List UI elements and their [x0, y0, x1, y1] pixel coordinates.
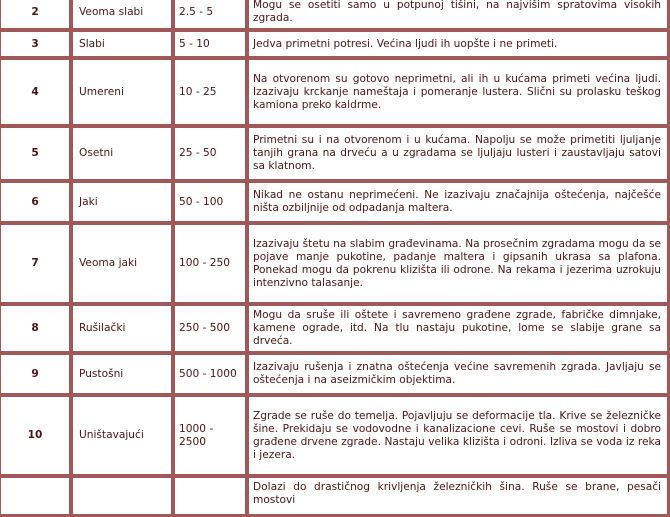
- grade-cell: 9: [0, 354, 70, 394]
- description-cell: Izazivaju rušenja i znatna oštećenja većine savremenih zgrada. Javljaju se oštećenja i na aseizmičkim objektima.: [248, 354, 668, 394]
- name-cell: Slabi: [72, 31, 172, 57]
- name-cell: [72, 477, 172, 515]
- range-cell: 25 - 50: [174, 127, 246, 180]
- description-cell: Jedva primetni potresi. Većina ljudi ih uopšte i ne primeti.: [248, 31, 668, 57]
- name-cell: Umereni: [72, 59, 172, 125]
- description-cell: Mogu da sruše ili oštete i savremeno građene zgrade, fabričke dimnjake, kamene ograde, itd. Na tlu nastaju pukotine, lome se slabije grane sa drveća.: [248, 305, 668, 352]
- name-cell: Pustošni: [72, 354, 172, 394]
- range-cell: 5 - 10: [174, 31, 246, 57]
- table-row: [0, 182, 668, 222]
- description-cell: Mogu se osetiti samo u potpunoj tišini, na najvišim spratovima visokih zgrada.: [248, 0, 668, 29]
- range-cell: 2.5 - 5: [174, 0, 246, 29]
- table-row: [0, 354, 668, 394]
- range-cell: 1000 - 2500: [174, 396, 246, 475]
- name-cell: Veoma jaki: [72, 224, 172, 303]
- table-row: [0, 59, 668, 125]
- grade-cell: [0, 477, 70, 515]
- range-cell: 500 - 1000: [174, 354, 246, 394]
- range-cell: 10 - 25: [174, 59, 246, 125]
- name-cell: Veoma slabi: [72, 0, 172, 29]
- grade-cell: 5: [0, 127, 70, 180]
- table-row: [0, 31, 668, 57]
- table-row: [0, 396, 668, 475]
- table-row: [0, 0, 668, 29]
- table-row: [0, 477, 668, 515]
- name-cell: Jaki: [72, 182, 172, 222]
- table-row: [0, 305, 668, 352]
- table-row: [0, 127, 668, 180]
- description-cell: Primetni su i na otvorenom i u kućama. Napolju se može primetiti ljuljanje tanjih grana na drveću a u zgradama se ljuljaju lusteri i zaustavljaju satovi sa klatnom.: [248, 127, 668, 180]
- range-cell: 100 - 250: [174, 224, 246, 303]
- name-cell: Rušilački: [72, 305, 172, 352]
- range-cell: 50 - 100: [174, 182, 246, 222]
- description-cell: Izazivaju štetu na slabim građevinama. Na prosečnim zgradama mogu da se pojave manje pukotine, padanje maltera i gipsanih ukrasa sa plafona. Ponekad mogu da pokrenu klizišta ili odrone. Na rekama i jezerima uzrokuju intenzivno talasanje.: [248, 224, 668, 303]
- grade-cell: 6: [0, 182, 70, 222]
- description-cell: Na otvorenom su gotovo neprimetni, ali ih u kućama primeti većina ljudi. Izazivaju krckanje nameštaja i pomeranje lustera. Slični su prolasku teškog kamiona preko kaldrme.: [248, 59, 668, 125]
- grade-cell: 4: [0, 59, 70, 125]
- range-cell: [174, 477, 246, 515]
- grade-cell: 7: [0, 224, 70, 303]
- description-cell: Dolazi do drastičnog krivljenja železničkih šina. Ruše se brane, pesači mostovi: [248, 477, 668, 515]
- name-cell: Osetni: [72, 127, 172, 180]
- range-cell: 250 - 500: [174, 305, 246, 352]
- grade-cell: 8: [0, 305, 70, 352]
- name-cell: Uništavajući: [72, 396, 172, 475]
- table-row: [0, 224, 668, 303]
- grade-cell: 3: [0, 31, 70, 57]
- grade-cell: 10: [0, 396, 70, 475]
- description-cell: Nikad ne ostanu neprimećeni. Ne izazivaju značajnija oštećenja, najčešće ništa ozbiljnije od odpadanja maltera.: [248, 182, 668, 222]
- grade-cell: 2: [0, 0, 70, 29]
- description-cell: Zgrade se ruše do temelja. Pojavljuju se deformacije tla. Krive se železničke šine. Prekidaju se vodovodne i kanalizacione cevi. Ruše se mostovi i dobro građene drvene zgrade. Nastaju velika klizišta i odroni. Izliva se voda iz reka i jezera.: [248, 396, 668, 475]
